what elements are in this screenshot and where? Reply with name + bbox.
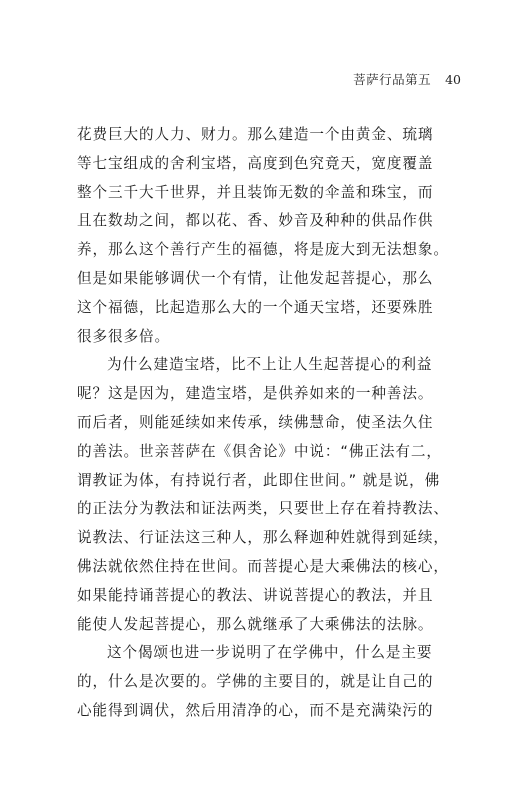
paragraph-first-line: 这个偈颂也进一步说明了在学佛中，什么是主要 xyxy=(107,644,433,662)
text-line: 很多很多倍。 xyxy=(77,327,170,345)
text-line: 花费巨大的人力、财力。那么建造一个由黄金、琉璃 xyxy=(77,126,434,143)
text-line: 但是如果能够调伏一个有情，让他发起菩提心，那么 xyxy=(77,269,434,287)
page-number: 40 xyxy=(445,72,461,87)
text-line: 谓教证为体，有持说行者，此即住世间。” 就是说，佛 xyxy=(77,471,441,489)
paragraph-first-line: 为什么建造宝塔，比不上让人生起菩提心的利益 xyxy=(107,356,433,374)
text-line: 的，什么是次要的。学佛的主要目的，就是让自己的 xyxy=(77,673,434,691)
text-line: 的善法。世亲菩萨在《俱舍论》中说：“佛正法有二， xyxy=(77,442,442,460)
chapter-title: 菩萨行品第五 xyxy=(353,72,432,87)
text-line: 养，那么这个善行产生的福德，将是庞大到无法想象。 xyxy=(77,241,449,259)
text-line: 佛法就依然住持在世间。而菩提心是大乘佛法的核心， xyxy=(77,557,449,575)
text-line: 如果能持诵菩提心的教法、讲说菩提心的教法，并且 xyxy=(77,586,434,604)
body-text xyxy=(77,121,457,726)
text-line: 能使人发起菩提心，那么就继承了大乘佛法的法脉。 xyxy=(77,615,434,633)
running-header xyxy=(353,72,461,88)
text-line: 说教法、行证法这三种人，那么释迦种姓就得到延续， xyxy=(77,529,449,547)
text-line: 呢？这是因为，建造宝塔，是供养如来的一种善法。 xyxy=(77,385,434,403)
text-line: 且在数劫之间，都以花、香、妙音及种种的供品作供 xyxy=(77,212,434,230)
text-line: 心能得到调伏，然后用清净的心，而不是充满染污的 xyxy=(77,701,434,719)
text-line: 的正法分为教法和证法两类，只要世上存在着持教法、 xyxy=(77,500,449,518)
text-line: 等七宝组成的舍利宝塔，高度到色究竟天，宽度覆盖 xyxy=(77,154,434,172)
text-line: 这个福德，比起造那么大的一个通天宝塔，还要殊胜 xyxy=(77,298,434,316)
text-line: 整个三千大千世界，并且装饰无数的伞盖和珠宝，而 xyxy=(77,183,434,201)
text-line: 而后者，则能延续如来传承，续佛慧命，使圣法久住 xyxy=(77,413,434,431)
